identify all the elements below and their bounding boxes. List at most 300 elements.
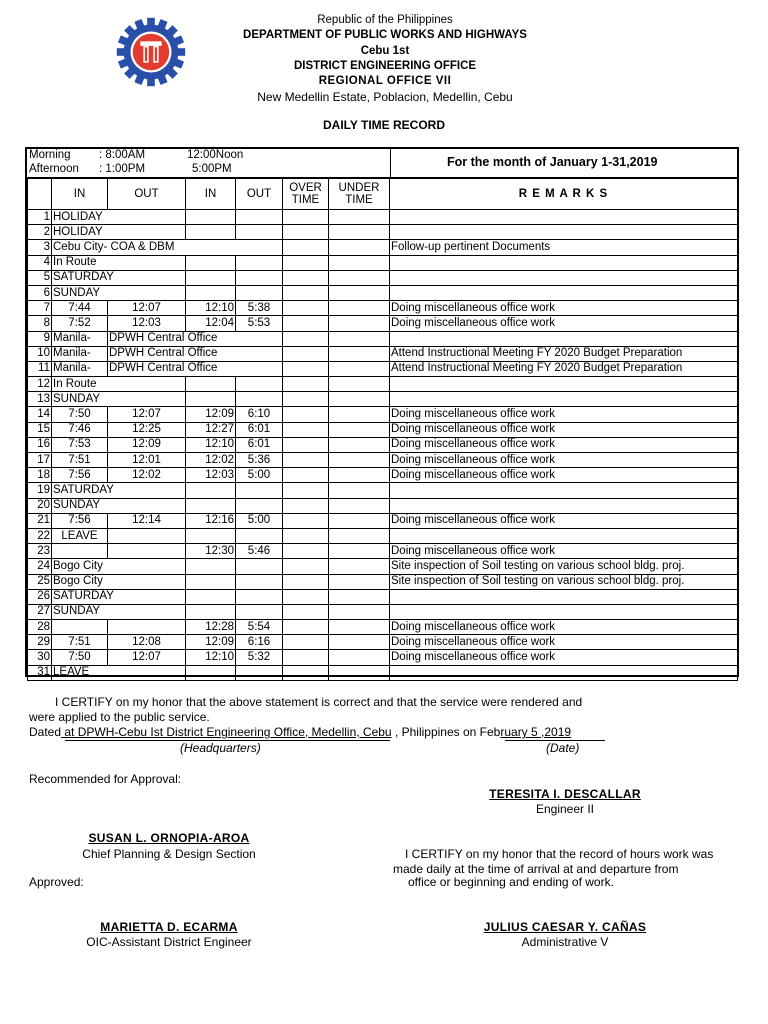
- overtime-cell: [283, 483, 329, 498]
- pm-out-cell: [236, 270, 283, 285]
- am-in-cell: 7:51: [52, 635, 108, 650]
- pm-in-cell: 12:09: [186, 635, 236, 650]
- table-row: [28, 483, 738, 498]
- remarks-cell: [390, 483, 738, 498]
- pm-out-cell: [236, 377, 283, 392]
- table-row: [28, 361, 738, 376]
- approver-name: MARIETTA D. ECARMA: [100, 920, 238, 934]
- overtime-cell: [283, 392, 329, 407]
- day-cell: 16: [28, 437, 52, 452]
- recommended-label: Recommended for Approval:: [29, 772, 182, 786]
- undertime-cell: [329, 346, 390, 361]
- am-in-cell: Manila-: [52, 361, 108, 376]
- certify2-line-3: office or beginning and ending of work.: [408, 875, 614, 889]
- am-out-cell: 12:25: [108, 422, 186, 437]
- am-in-cell: 7:50: [52, 407, 108, 422]
- remarks-cell: [390, 225, 738, 240]
- overtime-cell: [283, 407, 329, 422]
- table-row: [28, 346, 738, 361]
- dtr-table: [27, 178, 738, 681]
- pm-out-cell: 6:10: [236, 407, 283, 422]
- pm-out-cell: [236, 528, 283, 543]
- day-cell: 12: [28, 377, 52, 392]
- day-cell: 18: [28, 468, 52, 483]
- day-cell: 1: [28, 210, 52, 225]
- overtime-cell: [283, 468, 329, 483]
- pm-out-cell: [236, 285, 283, 300]
- day-cell: 13: [28, 392, 52, 407]
- remarks-cell: Doing miscellaneous office work: [390, 301, 738, 316]
- undertime-cell: [329, 650, 390, 665]
- pm-out-cell: 5:36: [236, 453, 283, 468]
- overtime-cell: [283, 574, 329, 589]
- day-cell: 5: [28, 270, 52, 285]
- pm-out-cell: [236, 255, 283, 270]
- day-cell: 24: [28, 559, 52, 574]
- day-cell: 28: [28, 620, 52, 635]
- afternoon-label: Afternoon: [29, 163, 79, 175]
- overtime-cell: [283, 210, 329, 225]
- pm-in-cell: 12:10: [186, 437, 236, 452]
- col-in-am: IN: [52, 179, 108, 210]
- remarks-cell: Doing miscellaneous office work: [390, 437, 738, 452]
- morning-in: : 8:00AM: [99, 149, 146, 161]
- am-in-cell: 7:52: [52, 316, 108, 331]
- am-in-cell: [52, 544, 108, 559]
- remarks-cell: Doing miscellaneous office work: [390, 620, 738, 635]
- undertime-cell: [329, 498, 390, 513]
- remarks-cell: Doing miscellaneous office work: [390, 316, 738, 331]
- admin-title: Administrative V: [521, 935, 609, 949]
- day-cell: 21: [28, 513, 52, 528]
- table-row: [28, 574, 738, 589]
- am-in-cell: SATURDAY: [52, 270, 186, 285]
- remarks-cell: Doing miscellaneous office work: [390, 422, 738, 437]
- pm-out-cell: 5:32: [236, 650, 283, 665]
- undertime-cell: [329, 377, 390, 392]
- undertime-cell: [329, 270, 390, 285]
- am-in-cell: 7:50: [52, 650, 108, 665]
- certify-statement-1: I CERTIFY on my honor that the above statement is correct and that the service were rendered and: [55, 695, 583, 709]
- overtime-cell: [283, 559, 329, 574]
- pm-in-cell: [186, 255, 236, 270]
- col-undertime: UNDER TIME: [329, 179, 390, 210]
- remarks-cell: Attend Instructional Meeting FY 2020 Budget Preparation: [390, 361, 738, 376]
- pm-in-cell: [186, 574, 236, 589]
- pm-out-cell: [236, 225, 283, 240]
- location-cell: DPWH Central Office: [108, 331, 283, 346]
- col-overtime: OVER TIME: [283, 179, 329, 210]
- certify2-line-2: made daily at the time of arrival at and departure from: [393, 862, 679, 876]
- pm-in-cell: [186, 392, 236, 407]
- am-in-cell: LEAVE: [52, 528, 108, 543]
- pm-out-cell: [236, 589, 283, 604]
- remarks-cell: Doing miscellaneous office work: [390, 407, 738, 422]
- day-cell: 22: [28, 528, 52, 543]
- pm-in-cell: 12:09: [186, 407, 236, 422]
- am-in-cell: 7:51: [52, 453, 108, 468]
- am-out-cell: 12:14: [108, 513, 186, 528]
- pm-in-cell: 12:10: [186, 301, 236, 316]
- header-republic: Republic of the Philippines: [317, 14, 453, 26]
- dated-line: Dated at DPWH-Cebu Ist District Engineering Office, Medellin, Cebu , Philippines on February 5 ,2019: [29, 725, 572, 739]
- am-in-cell: SUNDAY: [52, 604, 186, 619]
- pm-out-cell: 5:00: [236, 513, 283, 528]
- pm-in-cell: 12:30: [186, 544, 236, 559]
- am-in-cell: 7:56: [52, 513, 108, 528]
- remarks-cell: Site inspection of Soil testing on various school bldg. proj.: [390, 574, 738, 589]
- undertime-cell: [329, 437, 390, 452]
- pm-out-cell: [236, 392, 283, 407]
- am-in-cell: 7:46: [52, 422, 108, 437]
- am-in-cell: HOLIDAY: [52, 225, 186, 240]
- undertime-cell: [329, 331, 390, 346]
- overtime-cell: [283, 422, 329, 437]
- am-in-cell: 7:56: [52, 468, 108, 483]
- remarks-cell: [390, 210, 738, 225]
- undertime-cell: [329, 316, 390, 331]
- overtime-cell: [283, 316, 329, 331]
- schedule-box: [27, 149, 387, 178]
- remarks-cell: [390, 604, 738, 619]
- table-row: [28, 255, 738, 270]
- page-title: DAILY TIME RECORD: [322, 118, 445, 132]
- remarks-cell: [390, 270, 738, 285]
- pm-in-cell: 12:02: [186, 453, 236, 468]
- overtime-cell: [283, 331, 329, 346]
- pm-in-cell: [186, 483, 236, 498]
- remarks-cell: Follow-up pertinent Documents: [390, 240, 738, 255]
- overtime-cell: [283, 225, 329, 240]
- morning-label: Morning: [29, 149, 71, 161]
- table-row: [28, 392, 738, 407]
- undertime-cell: [329, 604, 390, 619]
- employee-name: TERESITA I. DESCALLAR: [489, 787, 641, 801]
- overtime-cell: [283, 270, 329, 285]
- overtime-cell: [283, 528, 329, 543]
- pm-in-cell: [186, 589, 236, 604]
- overtime-cell: [283, 589, 329, 604]
- undertime-cell: [329, 513, 390, 528]
- day-cell: 3: [28, 240, 52, 255]
- pm-out-cell: 5:54: [236, 620, 283, 635]
- location-cell: DPWH Central Office: [108, 361, 283, 376]
- table-row: [28, 453, 738, 468]
- table-row: [28, 544, 738, 559]
- am-in-cell: SATURDAY: [52, 589, 186, 604]
- table-row: [28, 498, 738, 513]
- day-cell: 29: [28, 635, 52, 650]
- pm-in-cell: 12:04: [186, 316, 236, 331]
- undertime-cell: [329, 635, 390, 650]
- am-in-cell: SATURDAY: [52, 483, 186, 498]
- header-address: New Medellin Estate, Poblacion, Medellin, Cebu: [257, 90, 513, 104]
- day-cell: 19: [28, 483, 52, 498]
- remarks-cell: Doing miscellaneous office work: [390, 453, 738, 468]
- pm-out-cell: [236, 210, 283, 225]
- undertime-cell: [329, 240, 390, 255]
- am-in-cell: 7:44: [52, 301, 108, 316]
- admin-name: JULIUS CAESAR Y. CAÑAS: [483, 920, 647, 934]
- table-row: [28, 407, 738, 422]
- am-out-cell: 12:03: [108, 316, 186, 331]
- undertime-cell: [329, 225, 390, 240]
- table-row: [28, 377, 738, 392]
- pm-out-cell: 6:01: [236, 437, 283, 452]
- table-row: [28, 270, 738, 285]
- day-cell: 7: [28, 301, 52, 316]
- am-out-cell: [108, 620, 186, 635]
- table-row: [28, 650, 738, 665]
- day-cell: 10: [28, 346, 52, 361]
- pm-out-cell: [236, 574, 283, 589]
- afternoon-in: : 1:00PM: [99, 163, 146, 175]
- overtime-cell: [283, 377, 329, 392]
- undertime-cell: [329, 285, 390, 300]
- overtime-cell: [283, 513, 329, 528]
- col-day: [28, 179, 52, 210]
- overtime-cell: [283, 665, 329, 680]
- header-district: Cebu 1st: [360, 45, 410, 57]
- undertime-cell: [329, 528, 390, 543]
- am-in-cell: In Route: [52, 255, 186, 270]
- table-row: [28, 210, 738, 225]
- day-cell: 9: [28, 331, 52, 346]
- pm-in-cell: 12:10: [186, 650, 236, 665]
- col-in-pm: IN: [186, 179, 236, 210]
- undertime-cell: [329, 361, 390, 376]
- am-in-cell: SUNDAY: [52, 392, 186, 407]
- pm-in-cell: [186, 559, 236, 574]
- day-cell: 2: [28, 225, 52, 240]
- day-cell: 6: [28, 285, 52, 300]
- am-in-cell: SUNDAY: [52, 285, 186, 300]
- pm-out-cell: 5:46: [236, 544, 283, 559]
- am-in-cell: SUNDAY: [52, 498, 186, 513]
- remarks-cell: [390, 589, 738, 604]
- overtime-cell: [283, 453, 329, 468]
- pm-out-cell: [236, 665, 283, 680]
- am-in-cell: [52, 620, 108, 635]
- pm-in-cell: 12:27: [186, 422, 236, 437]
- undertime-cell: [329, 483, 390, 498]
- pm-in-cell: [186, 377, 236, 392]
- undertime-cell: [329, 589, 390, 604]
- am-out-cell: 12:08: [108, 635, 186, 650]
- overtime-cell: [283, 255, 329, 270]
- remarks-cell: [390, 498, 738, 513]
- overtime-cell: [283, 437, 329, 452]
- remarks-cell: Doing miscellaneous office work: [390, 650, 738, 665]
- undertime-cell: [329, 255, 390, 270]
- table-row: [28, 559, 738, 574]
- pm-in-cell: 12:16: [186, 513, 236, 528]
- am-in-cell: Bogo City: [52, 559, 186, 574]
- location-cell: DPWH Central Office: [108, 346, 283, 361]
- overtime-cell: [283, 650, 329, 665]
- pm-out-cell: 6:01: [236, 422, 283, 437]
- remarks-cell: Doing miscellaneous office work: [390, 513, 738, 528]
- undertime-cell: [329, 665, 390, 680]
- morning-out: 12:00Noon: [187, 149, 244, 161]
- overtime-cell: [283, 240, 329, 255]
- undertime-cell: [329, 301, 390, 316]
- overtime-cell: [283, 346, 329, 361]
- table-row: [28, 301, 738, 316]
- overtime-cell: [283, 604, 329, 619]
- undertime-cell: [329, 559, 390, 574]
- am-out-cell: 12:02: [108, 468, 186, 483]
- pm-out-cell: 6:16: [236, 635, 283, 650]
- day-cell: 8: [28, 316, 52, 331]
- day-cell: 11: [28, 361, 52, 376]
- table-row: [28, 513, 738, 528]
- table-header-row: [28, 179, 738, 210]
- table-row: [28, 422, 738, 437]
- pm-in-cell: [186, 665, 236, 680]
- table-row: [28, 240, 738, 255]
- remarks-cell: [390, 255, 738, 270]
- am-out-cell: 12:09: [108, 437, 186, 452]
- month-label: For the month of January 1-31,2019: [447, 155, 658, 169]
- am-out-cell: 12:07: [108, 407, 186, 422]
- remarks-cell: [390, 665, 738, 680]
- am-in-cell: Manila-: [52, 331, 108, 346]
- day-cell: 26: [28, 589, 52, 604]
- approver-title: OIC-Assistant District Engineer: [86, 935, 252, 949]
- table-row: [28, 285, 738, 300]
- table-row: [28, 437, 738, 452]
- table-row: [28, 331, 738, 346]
- pm-out-cell: [236, 559, 283, 574]
- pm-in-cell: [186, 210, 236, 225]
- table-row: [28, 635, 738, 650]
- day-cell: 20: [28, 498, 52, 513]
- date-label: (Date): [546, 741, 580, 755]
- overtime-cell: [283, 361, 329, 376]
- am-out-cell: 12:07: [108, 650, 186, 665]
- am-in-cell: LEAVE: [52, 665, 186, 680]
- pm-out-cell: [236, 604, 283, 619]
- overtime-cell: [283, 544, 329, 559]
- pm-out-cell: 5:38: [236, 301, 283, 316]
- pm-in-cell: 12:03: [186, 468, 236, 483]
- table-row: [28, 528, 738, 543]
- overtime-cell: [283, 301, 329, 316]
- afternoon-out: 5:00PM: [192, 163, 232, 175]
- undertime-cell: [329, 422, 390, 437]
- col-out-am: OUT: [108, 179, 186, 210]
- certify2-line-1: I CERTIFY on my honor that the record of hours work was: [405, 847, 714, 861]
- remarks-cell: [390, 331, 738, 346]
- remarks-cell: Doing miscellaneous office work: [390, 635, 738, 650]
- am-out-cell: [108, 544, 186, 559]
- pm-in-cell: [186, 225, 236, 240]
- pm-out-cell: 5:00: [236, 468, 283, 483]
- table-row: [28, 604, 738, 619]
- employee-title: Engineer II: [535, 802, 595, 816]
- pm-in-cell: [186, 528, 236, 543]
- am-in-cell: In Route: [52, 377, 186, 392]
- pm-out-cell: 5:53: [236, 316, 283, 331]
- remarks-cell: [390, 377, 738, 392]
- table-row: [28, 665, 738, 680]
- remarks-cell: [390, 392, 738, 407]
- undertime-cell: [329, 620, 390, 635]
- undertime-cell: [329, 392, 390, 407]
- overtime-cell: [283, 498, 329, 513]
- day-cell: 31: [28, 665, 52, 680]
- certify-statement-2: were applied to the public service.: [29, 710, 210, 724]
- remarks-cell: Doing miscellaneous office work: [390, 544, 738, 559]
- overtime-cell: [283, 285, 329, 300]
- am-in-cell: Manila-: [52, 346, 108, 361]
- undertime-cell: [329, 574, 390, 589]
- location-cell: Cebu City- COA & DBM: [52, 240, 283, 255]
- day-cell: 4: [28, 255, 52, 270]
- am-in-cell: 7:53: [52, 437, 108, 452]
- table-row: [28, 589, 738, 604]
- pm-in-cell: [186, 604, 236, 619]
- headquarters-label: (Headquarters): [180, 741, 261, 755]
- pm-in-cell: [186, 498, 236, 513]
- remarks-cell: Doing miscellaneous office work: [390, 468, 738, 483]
- am-out-cell: [108, 528, 186, 543]
- overtime-cell: [283, 635, 329, 650]
- col-out-pm: OUT: [236, 179, 283, 210]
- day-cell: 17: [28, 453, 52, 468]
- pm-in-cell: 12:28: [186, 620, 236, 635]
- day-cell: 23: [28, 544, 52, 559]
- header-office: DISTRICT ENGINEERING OFFICE: [293, 60, 477, 72]
- approved-label: Approved:: [29, 875, 84, 889]
- remarks-cell: [390, 285, 738, 300]
- pm-in-cell: [186, 270, 236, 285]
- overtime-cell: [283, 620, 329, 635]
- pm-out-cell: [236, 483, 283, 498]
- remarks-cell: Attend Instructional Meeting FY 2020 Budget Preparation: [390, 346, 738, 361]
- table-row: [28, 225, 738, 240]
- remarks-cell: Site inspection of Soil testing on various school bldg. proj.: [390, 559, 738, 574]
- day-cell: 25: [28, 574, 52, 589]
- am-out-cell: 12:01: [108, 453, 186, 468]
- col-remarks: R E M A R K S: [390, 179, 738, 210]
- undertime-cell: [329, 544, 390, 559]
- table-row: [28, 620, 738, 635]
- am-in-cell: Bogo City: [52, 574, 186, 589]
- undertime-cell: [329, 210, 390, 225]
- day-cell: 30: [28, 650, 52, 665]
- remarks-cell: [390, 528, 738, 543]
- header-department: DEPARTMENT OF PUBLIC WORKS AND HIGHWAYS: [243, 29, 527, 41]
- recommender-title: Chief Planning & Design Section: [82, 847, 256, 861]
- table-row: [28, 468, 738, 483]
- am-in-cell: HOLIDAY: [52, 210, 186, 225]
- header-regional: REGIONAL OFFICE VII: [318, 75, 452, 87]
- day-cell: 14: [28, 407, 52, 422]
- recommender-name: SUSAN L. ORNOPIA-AROA: [88, 831, 250, 845]
- pm-in-cell: [186, 285, 236, 300]
- undertime-cell: [329, 453, 390, 468]
- pm-out-cell: [236, 498, 283, 513]
- header-divider: [390, 147, 391, 178]
- day-cell: 27: [28, 604, 52, 619]
- undertime-cell: [329, 468, 390, 483]
- am-out-cell: 12:07: [108, 301, 186, 316]
- table-row: [28, 316, 738, 331]
- undertime-cell: [329, 407, 390, 422]
- day-cell: 15: [28, 422, 52, 437]
